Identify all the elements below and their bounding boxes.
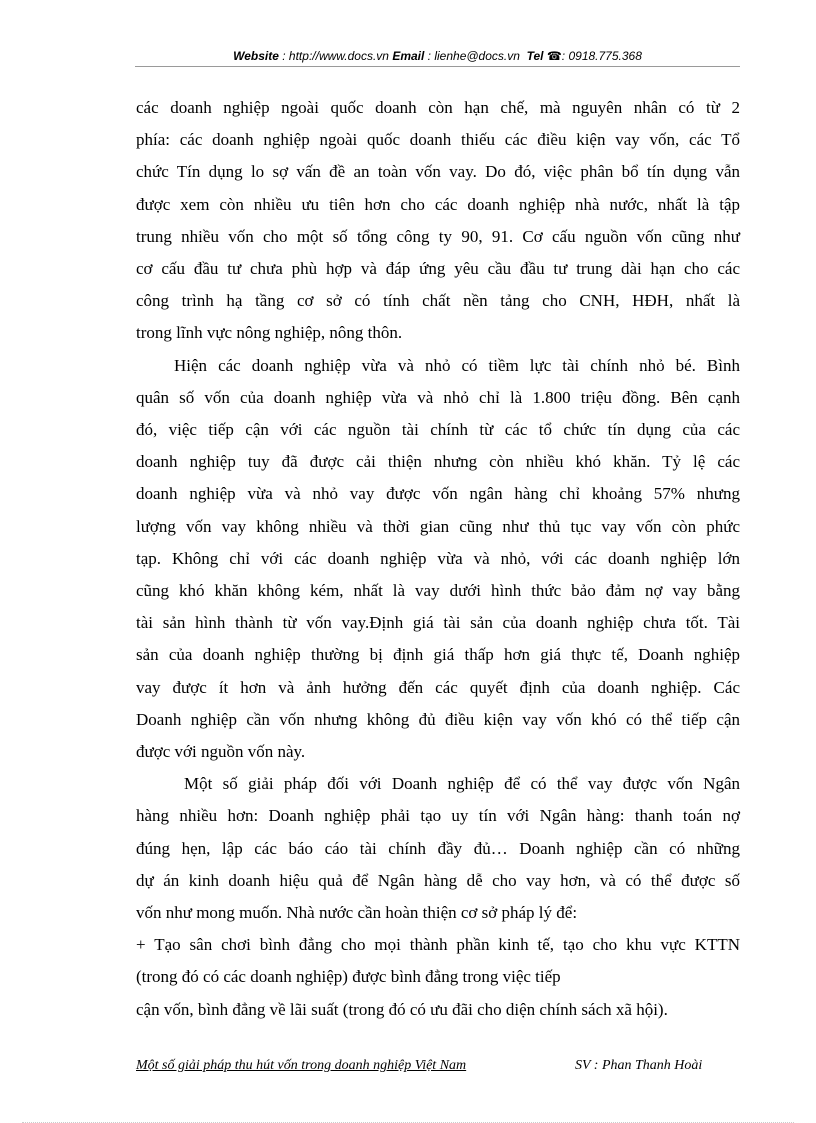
text-line: vốn như mong muốn. Nhà nước cần hoàn thiện cơ sở pháp lý để: <box>136 903 578 923</box>
text-line: + Tạo sân chơi bình đẳng cho mọi thành phần kinh tế, tạo cho khu vực KTTN <box>136 935 740 955</box>
text-line: quân số vốn của doanh nghiệp vừa và nhỏ chỉ là 1.800 triệu đồng. Bên cạnh <box>136 387 740 407</box>
text-line: lượng vốn vay không nhiều và thời gian cũng như thủ tục vay vốn còn phức <box>136 516 740 536</box>
page-footer <box>136 1058 740 1074</box>
text-line: chức Tín dụng lo sợ vấn đề an toàn vốn vay. Do đó, việc phân bổ tín dụng vẫn <box>136 162 740 182</box>
paragraph-2 <box>136 350 740 769</box>
header-divider <box>135 66 740 67</box>
paragraph-3 <box>136 768 740 929</box>
text-line: sản của doanh nghiệp thường bị định giá thấp hơn giá thực tế, Doanh nghiệp <box>136 645 740 665</box>
text-line: được xem còn nhiều ưu tiên hơn cho các doanh nghiệp nhà nước, nhất là tập <box>136 194 740 214</box>
text-line: trung nhiều vốn cho một số tổng công ty 90, 91. Cơ cấu nguồn vốn cũng như <box>136 226 740 246</box>
email-address[interactable]: lienhe@docs.vn <box>434 49 520 63</box>
website-sep: : <box>278 49 289 63</box>
text-line: doanh nghiệp tuy đã được cải thiện nhưng còn nhiều khó khăn. Tỷ lệ các <box>136 452 740 472</box>
text-line: cận vốn, bình đẳng về lãi suất (trong đó có ưu đãi cho diện chính sách xã hội). <box>136 999 668 1019</box>
text-line: phía: các doanh nghiệp ngoài quốc doanh thiếu các điều kiện vay vốn, các Tổ <box>136 130 740 150</box>
paragraph-1 <box>136 92 740 350</box>
footer-student: SV : Phan Thanh Hoài <box>575 1058 703 1073</box>
text-line: Hiện các doanh nghiệp vừa và nhỏ có tiềm lực tài chính nhỏ bé. Bình <box>174 355 740 375</box>
website-url[interactable]: http://www.docs.vn <box>288 49 389 63</box>
text-line: (trong đó có các doanh nghiệp) được bình đẳng trong việc tiếp <box>136 967 561 987</box>
text-line: hàng nhiều hơn: Doanh nghiệp phải tạo uy tín với Ngân hàng: thanh toán nợ <box>136 806 740 826</box>
page-header <box>135 48 740 64</box>
telephone-icon: ☎ <box>546 49 562 63</box>
text-line: dự án kinh doanh hiệu quả để Ngân hàng dễ cho vay hơn, và có thể được số <box>136 870 740 890</box>
text-line: vay được ít hơn và ảnh hưởng đến các quyết định của doanh nghiệp. Các <box>136 677 740 697</box>
text-line: trong lĩnh vực nông nghiệp, nông thôn. <box>136 323 403 343</box>
text-line: cũng khó khăn không kém, nhất là vay dưới hình thức bảo đảm nợ vay bằng <box>136 581 740 601</box>
text-line: Doanh nghiệp cần vốn nhưng không đủ điều kiện vay vốn khó có thể tiếp cận <box>136 709 740 729</box>
text-line: doanh nghiệp vừa và nhỏ vay được vốn ngân hàng chỉ khoảng 57% nhưng <box>136 484 740 504</box>
text-line: đó, việc tiếp cận với các nguồn tài chính từ các tổ chức tín dụng của các <box>136 420 740 440</box>
paragraph-4 <box>136 929 740 1026</box>
email-label: Email <box>392 49 425 63</box>
text-line: đúng hẹn, lập các báo cáo tài chính đầy đủ… Doanh nghiệp cần có những <box>136 838 740 858</box>
footer-title: Một số giải pháp thu hút vốn trong doanh nghiệp Việt Nam <box>136 1058 467 1073</box>
text-line: cơ cấu đầu tư chưa phù hợp và đáp ứng yêu cầu đầu tư trung dài hạn cho các <box>136 259 740 279</box>
tel-number: : 0918.775.368 <box>561 49 642 63</box>
text-line: tài sản hình thành từ vốn vay.Định giá tài sản của doanh nghiệp chưa tốt. Tài <box>136 613 740 633</box>
text-line: tạp. Không chỉ với các doanh nghiệp vừa và nhỏ, với các doanh nghiệp lớn <box>136 548 740 568</box>
text-line: các doanh nghiệp ngoài quốc doanh còn hạn chế, mà nguyên nhân có từ 2 <box>136 98 740 117</box>
text-line: công trình hạ tầng cơ sở có tính chất nền tảng cho CNH, HĐH, nhất là <box>136 291 740 311</box>
document-body <box>136 92 740 1026</box>
website-label: Website <box>233 49 279 63</box>
tel-label: Tel <box>526 49 544 63</box>
email-sep: : <box>424 49 435 63</box>
text-line: được với nguồn vốn này. <box>136 742 306 762</box>
text-line: Một số giải pháp đối với Doanh nghiệp để có thể vay được vốn Ngân <box>184 774 740 794</box>
